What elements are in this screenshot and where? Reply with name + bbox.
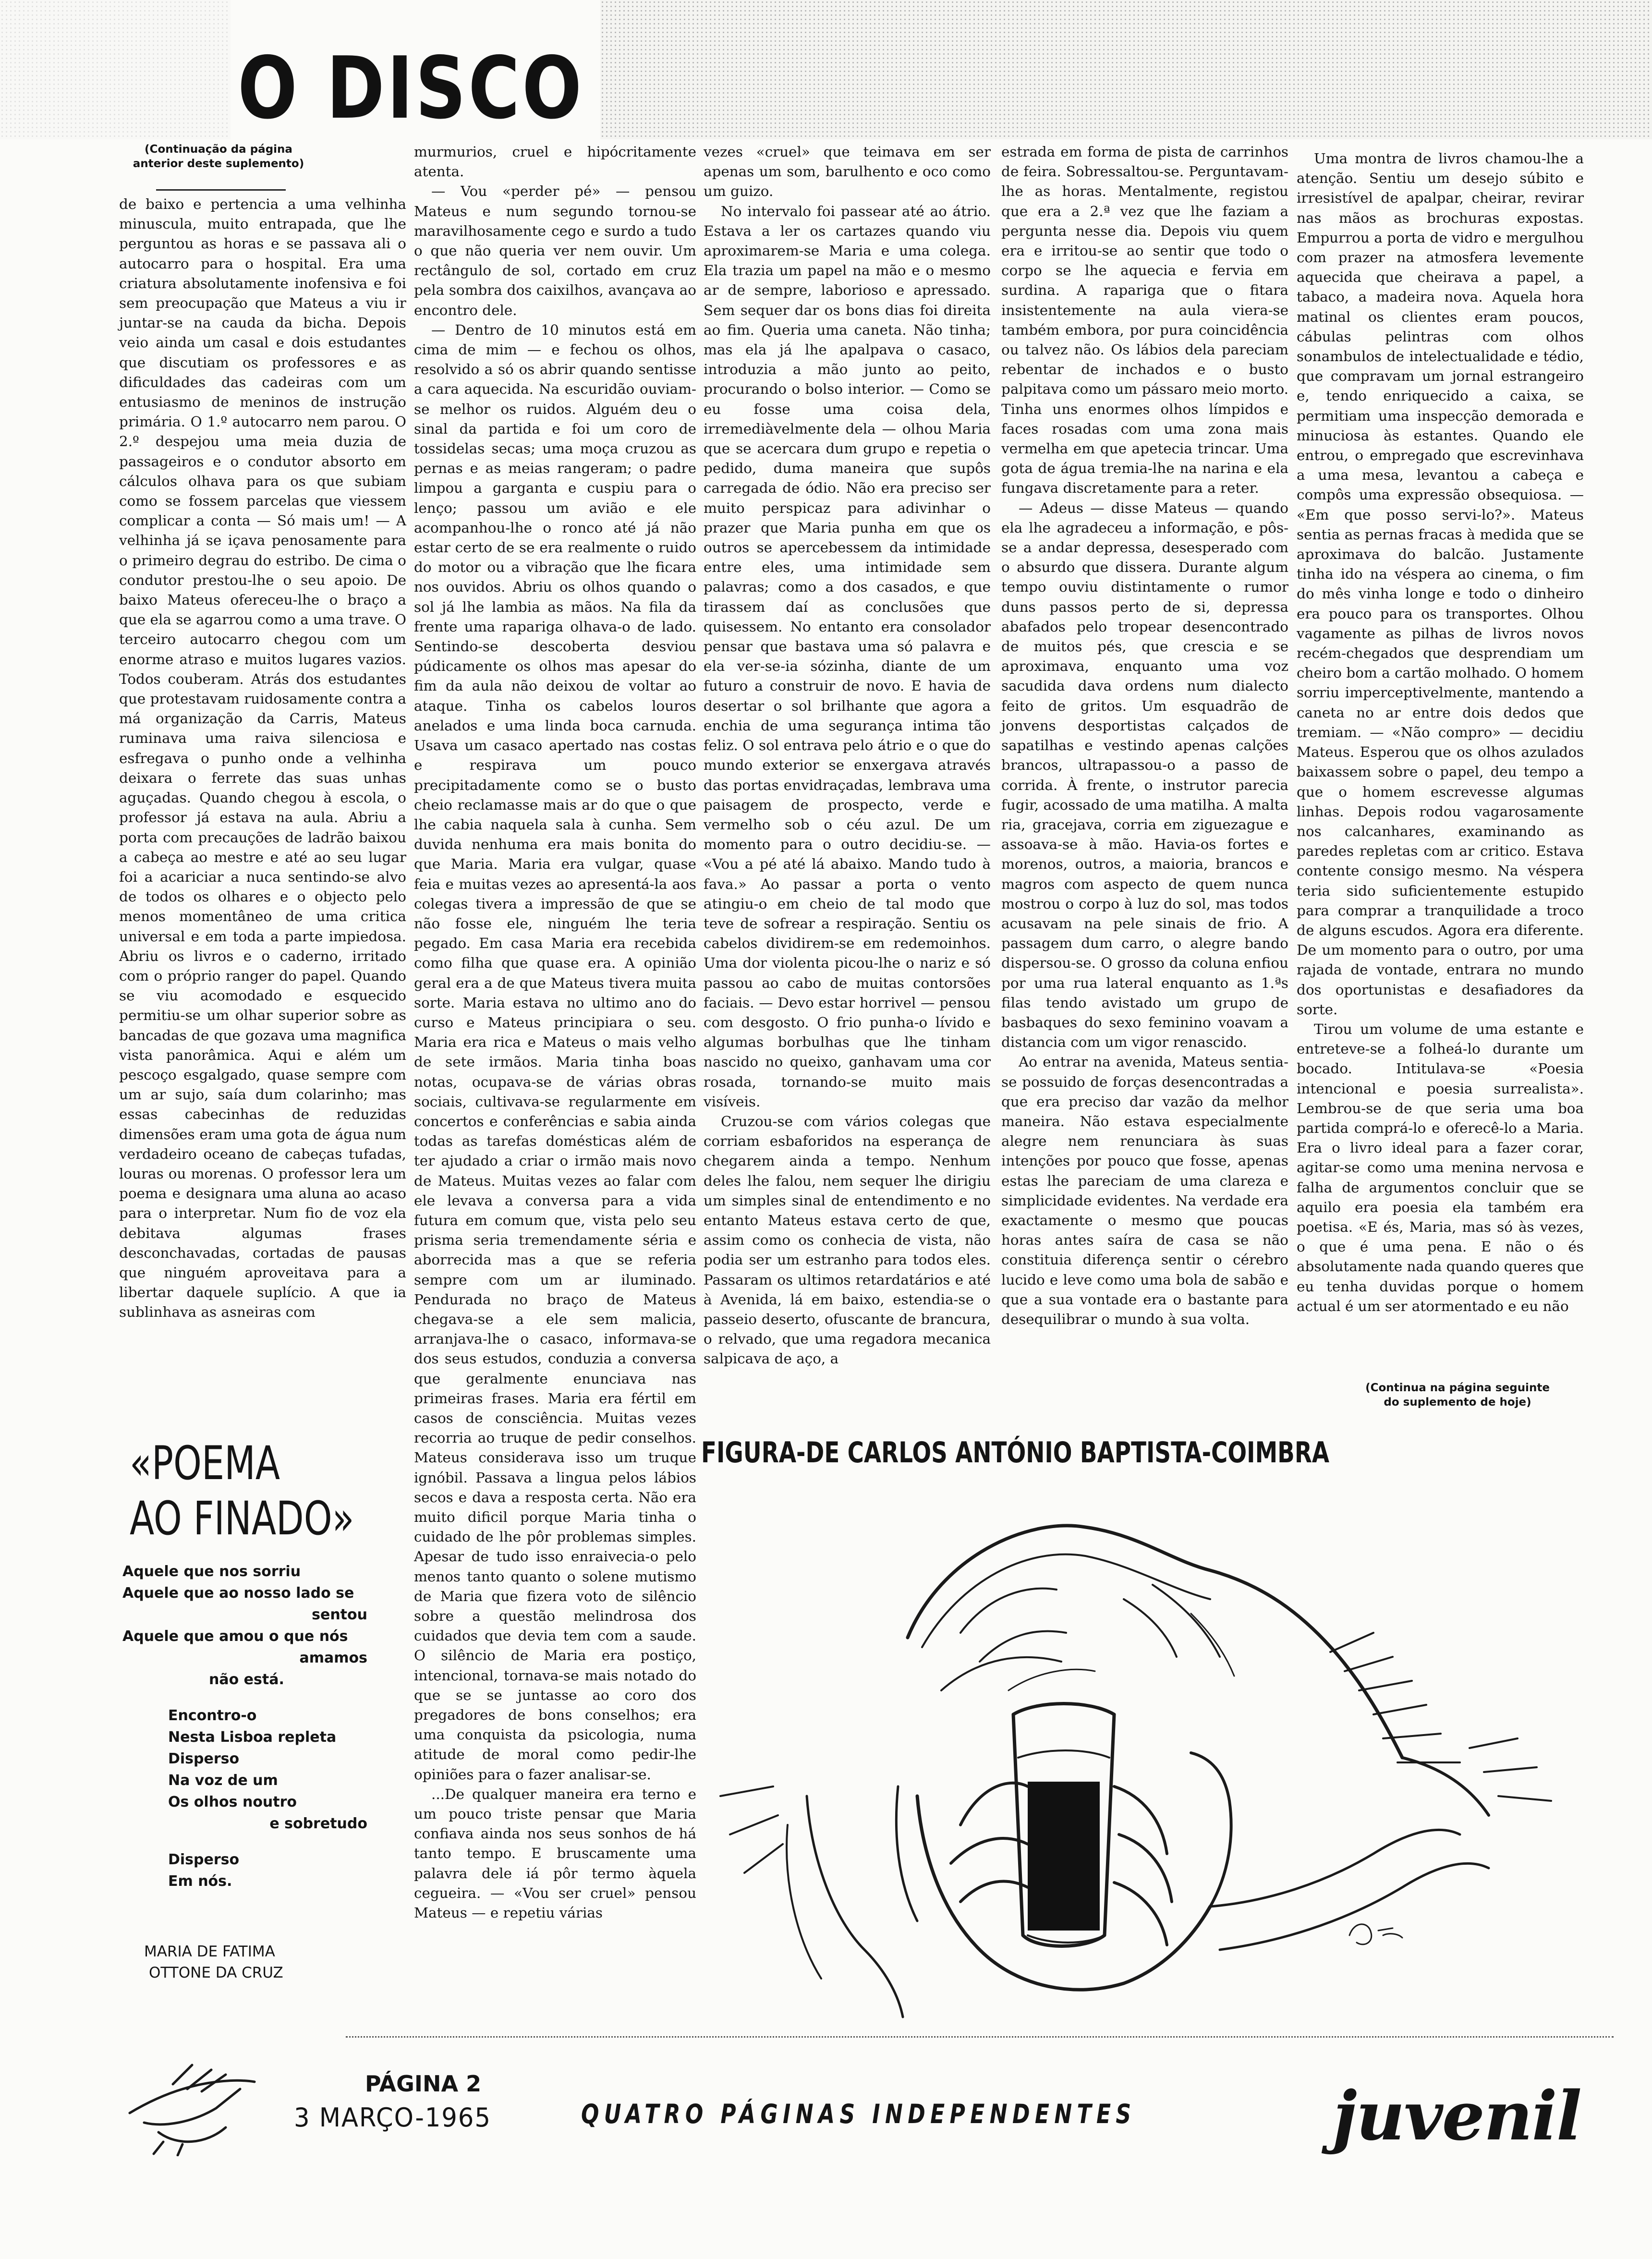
poem-line: Encontro-o xyxy=(168,1707,257,1724)
masthead-halftone xyxy=(600,0,1652,139)
poem-title xyxy=(130,1436,354,1546)
article-paragraph: — Adeus — disse Mateus — quando ela lhe agradeceu a informação, e pôs-se a andar depressa, desesperado com o absurdo que dissera. Durante algum tempo ouviu distintamente o rumor duns passos perto de si, depressa abafados pelo tropear desencontrado de muitos pés, que crescia e se aproximava, enquanto uma voz sacudida dava ordens num dialecto feito de gritos. Um esquadrão de jonvens desportistas calçados de sapatilhas e vestindo apenas calções brancos, ultrapassou-o a passo de corrida. À frente, o instrutor parecia fugir, acossado de uma matilha. A malta ria, gracejava, corria em ziguezague e assoava-se à mão. Havia-os fortes e morenos, outros, a maioria, brancos e magros com aspecto de quem nunca mostrou o corpo à luz do sol, mas todos acusavam na pele sinais de frio. A passagem dum carro, o alegre bando dispersou-se. O grosso da coluna enfiou por uma rua lateral enquanto as 1.ªs filas tendo avistado um grupo de basbaques do sexo feminino voavam a distancia com um vigor renascido. xyxy=(1001,499,1288,1051)
column-rule xyxy=(156,189,286,191)
poem-line: Disperso xyxy=(168,1851,240,1868)
article-paragraph: estrada em forma de pista de carrinhos de feira. Sobressaltou-se. Perguntavam-lhe as horas. Mentalmente, registou que era a 2.ª vez que lhe faziam a pergunta nesse dia. Depois viu quem era e irritou-se ao sentir que todo o corpo se lhe aquecia e fervia em surdina. A rapariga que o fitara insistentemente na aula viera-se também embora, por pura coincidência ou talvez não. Os lábios dela pareciam rebentar de inchados e o busto palpitava como um pássaro meio morto. Tinha uns enormes olhos límpidos e faces rosadas com uma zona mais vermelha em que apetecia trincar. Uma gota de água tremia-lhe na narina e ela fungava discretamente para a reter. xyxy=(1001,144,1288,497)
poem-line: amamos xyxy=(299,1650,367,1666)
article-paragraph: ...De qualquer maneira era terno e um pouco triste pensar que Maria confiava ainda nos seus sonhos de há tanto tempo. E bruscamente uma palavra dele iá pôr termo àquela cegueira. — «Vou ser cruel» pensou Mateus — e repetiu várias xyxy=(414,1785,696,1921)
article-paragraph: Uma montra de livros chamou-lhe a atenção. Sentiu um desejo súbito e irresistível de apalpar, cheirar, revirar nas mãos as brochuras expostas. Empurrou a porta de vidro e mergulhou com prazer na atmosfera levemente aquecida que cheirava a papel, a tabaco, a madeira nova. Aquela hora matinal os clientes eram poucos, cábulas pelintras com olhos sonambulos de intelectualidade e tédio, que compravam um jornal estrangeiro e, tendo enriquecido a caixa, se permitiam uma inspecção demorada e minuciosa às estantes. Quando ele entrou, o empregado que escrevinhava a uma mesa, levantou a cabeça e compôs uma expressão obsequiosa. — «Em que posso servi-lo?». Mateus sentia as pernas fracas à medida que se aproximava do balcão. Justamente tinha ido na véspera ao cinema, o fim do mês vinha longe e todo o dinheiro era pouco para os transportes. Olhou vagamente as pilhas de livros novos recém-chegados que desprendiam um cheiro bom a cartão molhado. O homem sorriu imperceptivelmente, mantendo a caneta no ar entre dois dedos que tremiam. — «Não compro» — decidiu Mateus. Esperou que os olhos azulados baixassem sobre o papel, deu tempo a que o homem escrevesse algumas linhas. Depois rodou vagarosamente nos calcanhares, examinando as paredes repletas com ar critico. Estava contente consigo mesmo. Na véspera teria sido suficientemente estupido para comprar a tranquilidade a troco de alguns escudos. Agora era diferente. De um momento para o outro, por uma rajada de vontade, entrara no mundo dos oportunistas e desafiadores da sorte. xyxy=(1297,150,1584,1018)
poem-stanza-gap xyxy=(122,1834,387,1849)
flying-bird-logo-icon xyxy=(115,2055,259,2156)
juvenil-logo: juvenil xyxy=(1333,2077,1581,2156)
poem-title-line: AO FINADO» xyxy=(130,1492,354,1545)
poem-body xyxy=(122,1561,387,1892)
poem-line: Em nós. xyxy=(168,1873,232,1890)
masthead-title: O DISCO xyxy=(238,38,584,138)
continuation-note-bottom: (Continua na página seguinte do suplemento de hoje) xyxy=(1365,1382,1550,1409)
article-paragraph: — Vou «perder pé» — pensou Mateus e num segundo tornou-se maravilhosamente cego e surdo a tudo o que não queria ver nem ouvir. Um rectângulo de sol, cortado em cruz pela sombra dos caixilhos, avançava ao encontro dele. xyxy=(414,183,696,318)
footer-divider xyxy=(346,2036,1614,2038)
article-column-1 xyxy=(119,194,406,1393)
masthead-halftone-left xyxy=(0,0,231,139)
poem-line: Aquele que amou o que nós xyxy=(122,1628,348,1645)
poem-line: Nesta Lisboa repleta xyxy=(168,1729,337,1746)
article-paragraph: de baixo e pertencia a uma velhinha minuscula, muito entrapada, que lhe perguntou as horas e se passava ali o autocarro para o hospital. Era uma criatura absolutamente inofensiva e foi sem preocupação que Mateus a viu ir juntar-se na cauda da bicha. Depois veio ainda um casal e dois estudantes que discutiam os professores e as dificuldades das cadeiras com um entusiasmo de meninos de instrução primária. O 1.º autocarro nem parou. O 2.º despejou uma meia duzia de passageiros e o condutor absorto em cálculos olhava para os que subiam como se fossem parcelas que viessem complicar a conta — Só mais um! — A velhinha já se içava penosamente para o primeiro degrau do estribo. De cima o condutor prestou-lhe o seu apoio. De baixo Mateus ofereceu-lhe o braço a que ela se agarrou como a uma trave. O terceiro autocarro chegou com um enorme atraso e muitos lugares vazios. Todos couberam. Atrás dos estudantes que protestavam ruidosamente contra a má organização da Carris, Mateus ruminava uma raiva silenciosa e esfregava o punho onde a velhinha deixara o ferrete das suas unhas aguçadas. Quando chegou à escola, o professor já estava na aula. Abriu a porta com precauções de ladrão baixou a cabeça ao mestre e até ao seu lugar foi a acariciar a nuca sentindo-se alvo de todos os olhares e o objecto pelo menos momentâneo de uma critica universal e em toda a parte impiedosa. Abriu os livros e o caderno, irritado com o próprio ranger do papel. Quando se viu acomodado e esquecido permitiu-se um olhar superior sobre as bancadas de que gozava uma magnifica vista panorâmica. Aqui e além um pescoço esgalgado, quase sempre com um ar sujo, saía dum colarinho; mas essas cabecinhas de reduzidas dimensões eram uma gota de água num verdadeiro oceano de cabeças tufadas, louras ou morenas. O professor lera um poema e designara uma aluna ao acaso para o interpretar. Num fio de voz ela debitava algumas frases desconchavadas, cortadas de pausas que ninguém aproveitava para a libertar daquele suplício. A que ia sublinhava as asneiras com xyxy=(119,196,406,1321)
poem-title-line: «POEMA xyxy=(130,1436,280,1490)
article-paragraph: Cruzou-se com vários colegas que corriam esbaforidos na esperança de chegarem ainda a tempo. Nenhum deles lhe falou, nem sequer lhe dirigiu um simples sinal de entendimento e no entanto Mateus estava certo de que, assim como os conhecia de vista, não podia ser um estranho para todos eles. Passaram os ultimos retardatários e até à Avenida, lá em baixo, estendia-se o passeio deserto, ofuscante de brancura, o relvado, que uma regadora mecanica salpicava de aço, a xyxy=(704,1113,991,1367)
poem-line: Na voz de um xyxy=(168,1772,278,1789)
article-paragraph: vezes «cruel» que teimava em ser apenas um som, barulhento e oco como um guizo. xyxy=(704,144,991,200)
article-paragraph: murmurios, cruel e hipócritamente atenta. xyxy=(414,144,696,180)
poem-line: não está. xyxy=(209,1671,284,1688)
poem-line: Aquele que nos sorriu xyxy=(122,1563,301,1580)
article-paragraph: Ao entrar na avenida, Mateus sentia-se possuido de forças desencontradas a que era preciso dar vazão da melhor maneira. Não estava especialmente alegre nem renunciara às suas intenções por pouco que fosse, apenas estas lhe pareciam de uma clareza e simplicidade evidentes. Na verdade era exactamente o mesmo que poucas horas antes saíra de casa se não constituia diferença sentir o cérebro lucido e leve como uma bola de sabão e que a sua vontade era o bastante para desequilibrar o mundo à sua volta. xyxy=(1001,1054,1288,1327)
poem-author-line: MARIA DE FATIMA xyxy=(144,1943,275,1960)
article-column-5 xyxy=(1297,149,1584,1373)
article-paragraph: No intervalo foi passear até ao átrio. Estava a ler os cartazes quando viu aproximarem-se Maria e uma colega. Ela trazia um papel na mão e o mesmo ar de sempre, laborioso e apressado. Sem sequer dar os bons dias foi direita ao fim. Queria uma caneta. Não tinha; mas ela já lhe apalpava o casaco, introduzia a mão junto ao peito, procurando o bolso interior. — Como se eu fosse uma coisa dela, irremediàvelmente dela — olhou Maria que se acercara dum grupo e repetia o pedido, duma maneira que supôs carregada de ódio. Não era preciso ser muito perspicaz para adivinhar o prazer que Maria punha em que os outros se apercebessem da intimidade entre eles, uma intimidade sem palavras; como a dos casados, e que tirassem daí as conclusões que quisessem. No entanto era consolador pensar que bastava uma só palavra e ela ver-se-ia sózinha, diante de um futuro a construir de novo. E havia de desertar o sol brilhante que agora a enchia de uma segurança intima tão feliz. O sol entrava pelo átrio e o que do mundo exterior se enxergava através das portas envidraçadas, lembrava uma paisagem de prospecto, verde e vermelho sob o céu azul. De um momento para o outro decidiu-se. — «Vou a pé até lá abaixo. Mando tudo à fava.» Ao passar a porta o vento atingiu-o em cheio de tal modo que teve de sofrear a respiração. Sentiu os cabelos dividirem-se em redemoinhos. Uma dor violenta picou-lhe o nariz e só passou ao cabo de muitas contorsões faciais. — Devo estar horrivel — pensou com desgosto. O frio punha-o lívido e algumas borbulhas que lhe tinham nascido no queixo, ganhavam uma cor rosada, tornando-se muito mais visíveis. xyxy=(704,203,991,1110)
poem-line: Os olhos noutro xyxy=(168,1794,297,1810)
poem-line: Aquele que ao nosso lado se xyxy=(122,1585,354,1602)
poem-author xyxy=(144,1941,394,1983)
poem-author-line: OTTONE DA CRUZ xyxy=(149,1964,283,1981)
article-paragraph: Tirou um volume de uma estante e entreteve-se a folheá-lo durante um bocado. Intitulava-se «Poesia intencional e poesia surrealista». Lembrou-se de que seria uma boa partida comprá-lo e oferecê-lo a Maria. Era o livro ideal para a fazer corar, agitar-se como uma menina nervosa e falha de argumentos concluir que se aquilo era poesia ela também era poetisa. «E és, Maria, mas só às vezes, o que é uma pena. E não o és absolutamente nada quando queres que eu tenha duvidas porque o homem actual é um ser atormentado e eu não xyxy=(1297,1020,1584,1314)
article-column-2 xyxy=(414,142,696,2053)
hands-and-glass-illustration xyxy=(692,1489,1623,2051)
article-paragraph: — Dentro de 10 minutos está em cima de mim — e fechou os olhos, resolvido a só os abrir quando sentisse a cara aquecida. Na escuridão ouviam-se melhor os ruidos. Alguém deu o sinal da partida e foi um coro de tossidelas secas; uma moça cruzou as pernas e as meias rangeram; o padre limpou a garganta e cuspiu para o lenço; passou um avião e ele acompanhou-lhe o ronco até já não estar certo de se era realmente o ruido do motor ou a vibração que lhe ficara nos ouvidos. Abriu os olhos quando o sol já lhe lambia as mãos. Na fila da frente uma rapariga olhava-o de lado. Sentindo-se descoberta desviou púdicamente os olhos mas apesar do fim da aula não deixou de voltar ao ataque. Tinha os cabelos louros anelados e uma linda boca carnuda. Usava um casaco apertado nas costas e respirava um pouco precipitadamente como se o busto cheio reclamasse mais ar do que o que lhe cabia naquela sala à cunha. Sem duvida nenhuma era mais bonita do que Maria. Maria era vulgar, quase feia e muitas vezes ao apresentá-la aos colegas tivera a impressão de que se não fosse ele, ninguém lhe teria pegado. Em casa Maria era recebida como filha que quase era. A opinião geral era a de que Mateus tivera muita sorte. Maria estava no ultimo ano do curso e Mateus principiara o seu. Maria era rica e Mateus o mais velho de sete irmãos. Maria tinha boas notas, ocupava-se de várias obras sociais, cultivava-se regularmente em concertos e conferências e sabia ainda todas as tarefas domésticas além de ter ajudado a criar o irmão mais novo de Mateus. Muitas vezes ao falar com ele levava a conversa para a vida futura em comum que, vista pelo seu prisma seria tremendamente séria e aborrecida mas a que se referia sempre com um ar iluminado. Pendurada no braço de Mateus chegava-se a ele sem malicia, arranjava-lhe o casaco, informava-se dos seus estudos, conduzia a conversa que geralmente enunciava nas primeiras frases. Maria era fértil em casos de consciência. Muitas vezes recorria ao truque de pedir conselhos. Mateus considerava isso um truque ignóbil. Passava a lingua pelos lábios secos e dava a resposta certa. Não era muito dificil porque Maria tinha o cuidado de lhe pôr problemas simples. Apesar de tudo isso enraivecia-o pelo menos tanto quanto o solene mutismo de Maria que fizera voto de silêncio sobre a questão melindrosa dos cuidados que devia tem com a saude. O silêncio de Maria era postiço, intencional, tornava-se mais notado do que se se juntasse ao coro dos pregadores de bons conselhos; era uma conquista da psicologia, numa atitude de moral como pedir-lhe opiniões para o fazer analisar-se. xyxy=(414,321,696,1783)
glass-dark-liquid xyxy=(1028,1782,1100,1931)
poem-stanza-gap xyxy=(122,1690,387,1705)
poem-line: Disperso xyxy=(168,1750,240,1767)
figure-caption: FIGURA-DE CARLOS ANTÓNIO BAPTISTA-COIMBRA xyxy=(701,1436,1330,1470)
footer-page-number: PÁGINA 2 xyxy=(365,2071,482,2097)
footer-slogan: QUATRO PÁGINAS INDEPENDENTES xyxy=(581,2099,1136,2129)
poem-line: e sobretudo xyxy=(269,1815,367,1832)
continuation-note-top: (Continuação da página anterior deste suplemento) xyxy=(133,143,304,170)
footer-date: 3 MARÇO-1965 xyxy=(294,2102,491,2133)
article-column-4 xyxy=(1001,142,1288,1420)
article-column-3 xyxy=(704,142,991,1420)
poem-line: sentou xyxy=(312,1606,367,1623)
